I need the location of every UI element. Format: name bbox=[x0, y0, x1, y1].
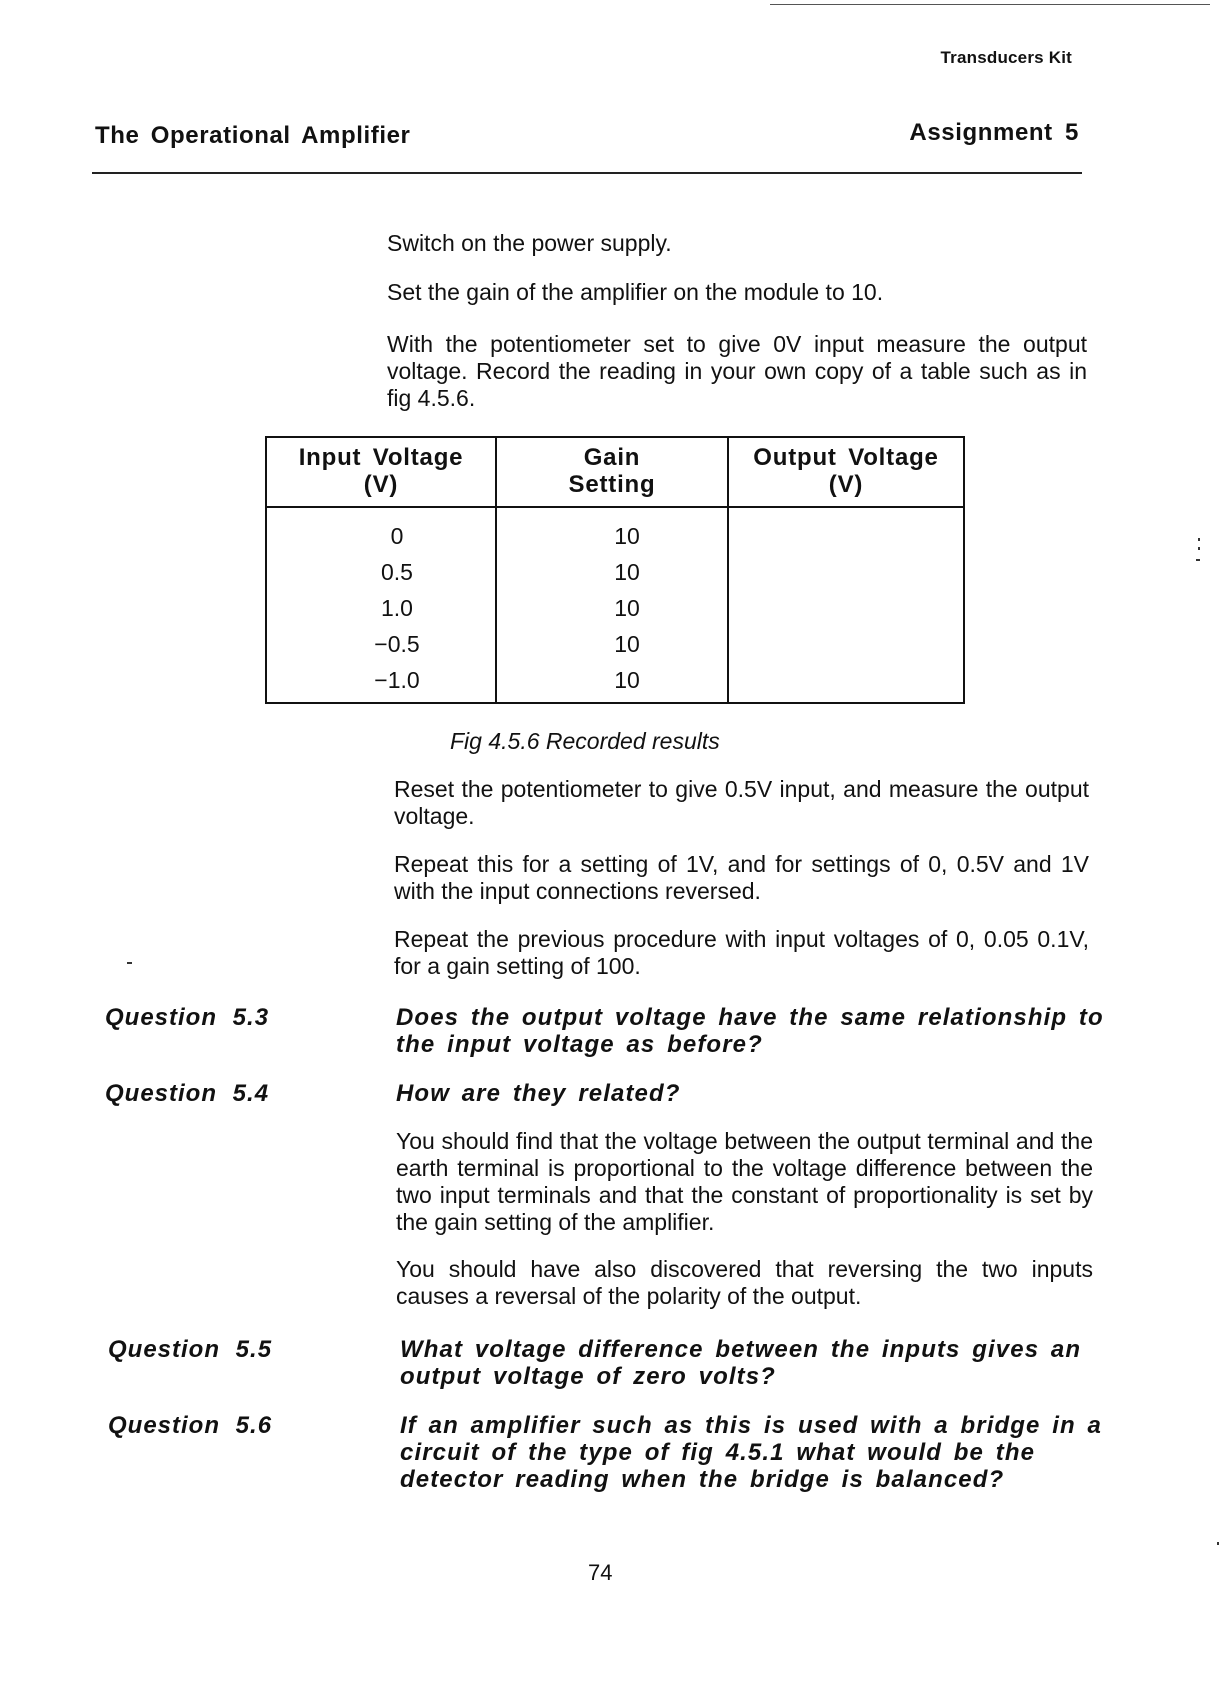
instruction-reset: Reset the potentiometer to give 0.5V input, and measure the output voltage. bbox=[394, 776, 1089, 829]
header-line: Setting bbox=[568, 471, 656, 498]
table-cell: 1.0 bbox=[381, 595, 413, 621]
scan-speck bbox=[1196, 559, 1200, 561]
question-text: How are they related? bbox=[396, 1080, 681, 1107]
question-text: If an amplifier such as this is used with a bridge in a circuit of the type of fig 4.5.1 what would be the detector reading when the bridge is balanced? bbox=[400, 1412, 1102, 1493]
header-divider bbox=[267, 506, 963, 508]
kit-title: Transducers Kit bbox=[940, 48, 1072, 67]
table-cell: 0 bbox=[390, 523, 404, 549]
table-cell: 10 bbox=[614, 559, 640, 585]
table-cell: 10 bbox=[614, 631, 640, 657]
input-voltage-column bbox=[267, 518, 527, 698]
header-gain-setting bbox=[497, 444, 727, 498]
table-cell: −0.5 bbox=[374, 631, 420, 657]
table-cell: −1.0 bbox=[374, 667, 420, 693]
table-cell: 10 bbox=[614, 523, 640, 549]
figure-caption: Fig 4.5.6 Recorded results bbox=[450, 728, 720, 754]
header-line: (V) bbox=[828, 471, 864, 498]
scan-speck bbox=[1198, 547, 1200, 550]
header-input-voltage bbox=[267, 444, 495, 498]
scan-speck bbox=[1217, 1542, 1219, 1545]
header-line: (V) bbox=[363, 471, 399, 498]
scan-speck bbox=[127, 962, 132, 964]
question-label: Question 5.6 bbox=[108, 1412, 273, 1439]
explanation-polarity: You should have also discovered that reversing the two inputs causes a reversal of the polarity of the output. bbox=[396, 1256, 1093, 1309]
instruction-repeat-gain: Repeat the previous procedure with input voltages of 0, 0.05 0.1V, for a gain setting of 100. bbox=[394, 926, 1089, 979]
instruction-gain: Set the gain of the amplifier on the module to 10. bbox=[387, 279, 884, 305]
results-table bbox=[265, 436, 965, 704]
table-cell: 10 bbox=[614, 667, 640, 693]
page-number: 74 bbox=[588, 1560, 613, 1585]
header-rule bbox=[92, 172, 1082, 174]
question-label: Question 5.5 bbox=[108, 1336, 273, 1363]
top-rule bbox=[770, 4, 1210, 5]
table-cell: 0.5 bbox=[381, 559, 413, 585]
header-line: Gain bbox=[583, 444, 641, 471]
header-output-voltage bbox=[729, 444, 963, 498]
header-line: Input Voltage bbox=[298, 444, 464, 471]
instruction-record: With the potentiometer set to give 0V input measure the output voltage. Record the reading in your own copy of a table such as in fig 4.5.6. bbox=[387, 331, 1087, 411]
gain-setting-column bbox=[567, 518, 687, 698]
section-title: The Operational Amplifier bbox=[95, 122, 411, 149]
instruction-repeat: Repeat this for a setting of 1V, and for settings of 0, 0.5V and 1V with the input connections reversed. bbox=[394, 851, 1089, 904]
explanation-proportional: You should find that the voltage between the output terminal and the earth terminal is proportional to the voltage difference between the two input terminals and that the constant of proportionality is set by the gain setting of the amplifier. bbox=[396, 1128, 1093, 1235]
table-cell: 10 bbox=[614, 595, 640, 621]
instruction-power: Switch on the power supply. bbox=[387, 230, 672, 256]
question-label: Question 5.3 bbox=[105, 1004, 270, 1031]
assignment-label: Assignment 5 bbox=[909, 119, 1079, 146]
question-text: What voltage difference between the inputs gives an output voltage of zero volts? bbox=[400, 1336, 1082, 1390]
scan-speck bbox=[1198, 538, 1200, 541]
question-label: Question 5.4 bbox=[105, 1080, 270, 1107]
header-line: Output Voltage bbox=[753, 444, 939, 471]
question-text: Does the output voltage have the same relationship to the input voltage as before? bbox=[396, 1004, 1104, 1058]
